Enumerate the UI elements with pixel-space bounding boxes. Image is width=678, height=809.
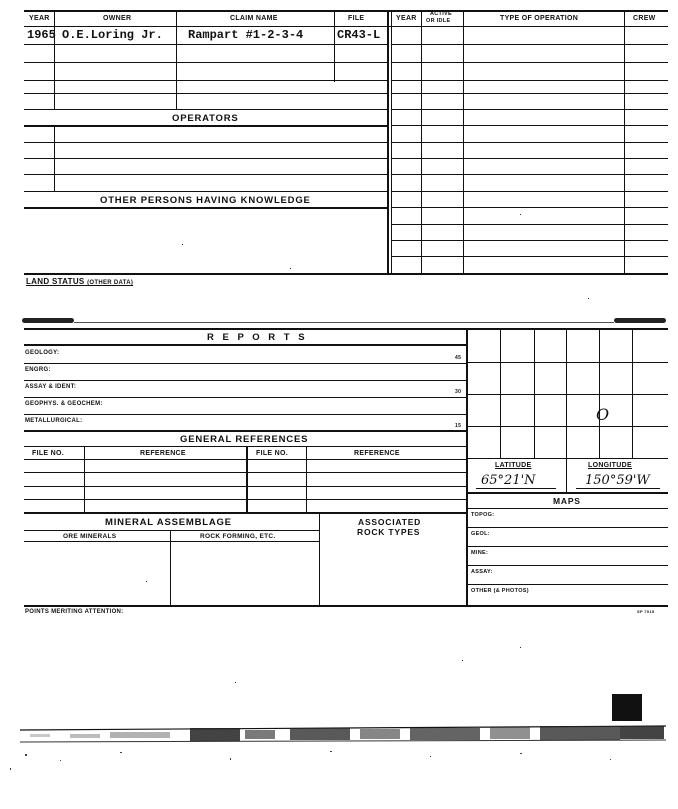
general-references-title: GENERAL REFERENCES — [180, 434, 309, 445]
other-persons-title: OTHER PERSONS HAVING KNOWLEDGE — [100, 195, 311, 206]
header-file: FILE — [348, 15, 365, 22]
report-label: ENGRG: — [25, 367, 51, 373]
scan-noise-band — [0, 718, 678, 778]
entry-year: 1965 — [27, 28, 56, 42]
land-status-label: LAND STATUS — [26, 277, 85, 286]
longitude-label: LONGITUDE — [588, 462, 632, 469]
entry-claim-name: Rampart #1-2-3-4 — [188, 28, 304, 42]
header-active: ACTIVE — [430, 11, 452, 17]
report-number: 45 — [455, 355, 462, 361]
maps-title: MAPS — [553, 496, 581, 506]
latitude-value: 65°21'N — [481, 473, 536, 488]
mineral-assemblage-title: MINERAL ASSEMBLAGE — [105, 517, 232, 528]
latitude-label: LATITUDE — [495, 462, 532, 469]
maps-assay: ASSAY: — [471, 569, 493, 575]
header-claim-name: CLAIM NAME — [230, 15, 278, 22]
maps-geol: GEOL: — [471, 531, 490, 537]
ref-header-reference-1: REFERENCE — [140, 450, 186, 457]
associated-line-1: ASSOCIATED — [358, 517, 422, 527]
report-label: GEOLOGY: — [25, 350, 60, 356]
black-square — [612, 694, 642, 721]
ref-header-file-no-2: FILE NO. — [256, 450, 288, 457]
maps-other: OTHER (& PHOTOS) — [471, 588, 529, 594]
operators-title: OPERATORS — [172, 113, 239, 124]
header-year-2: YEAR — [396, 15, 417, 22]
rock-forming-header: ROCK FORMING, ETC. — [200, 533, 276, 540]
header-owner: OWNER — [103, 15, 132, 22]
entry-owner: O.E.Loring Jr. — [62, 28, 163, 42]
reports-title: R E P O R T S — [207, 332, 308, 343]
grid-mark: O — [596, 405, 610, 424]
points-meriting-attention: POINTS MERITING ATTENTION: — [25, 609, 124, 615]
report-number: 30 — [455, 389, 462, 395]
report-label: METALLURGICAL: — [25, 418, 83, 424]
associated-line-2: ROCK TYPES — [357, 527, 421, 537]
report-label: ASSAY & IDENT: — [25, 384, 77, 390]
longitude-value: 150°59'W — [585, 473, 650, 488]
maps-topog: TOPOG: — [471, 512, 495, 518]
maps-mine: MINE: — [471, 550, 489, 556]
ref-header-file-no-1: FILE NO. — [32, 450, 64, 457]
report-row-line — [24, 380, 467, 381]
report-number: 15 — [455, 423, 462, 429]
header-year: YEAR — [29, 15, 50, 22]
report-row-line — [24, 414, 467, 415]
ref-header-reference-2: REFERENCE — [354, 450, 400, 457]
entry-file: CR43-L — [337, 28, 381, 42]
form-code: SP 7915 — [637, 609, 655, 614]
ore-minerals-header: ORE MINERALS — [63, 533, 117, 540]
land-status-sub: (OTHER DATA) — [87, 280, 134, 286]
header-or-idle: OR IDLE — [426, 18, 451, 24]
report-label: GEOPHYS. & GEOCHEM: — [25, 401, 103, 407]
header-crew: CREW — [633, 15, 656, 22]
report-row-line — [24, 363, 467, 364]
header-type-of-operation: TYPE OF OPERATION — [500, 15, 579, 22]
report-row-line — [24, 397, 467, 398]
